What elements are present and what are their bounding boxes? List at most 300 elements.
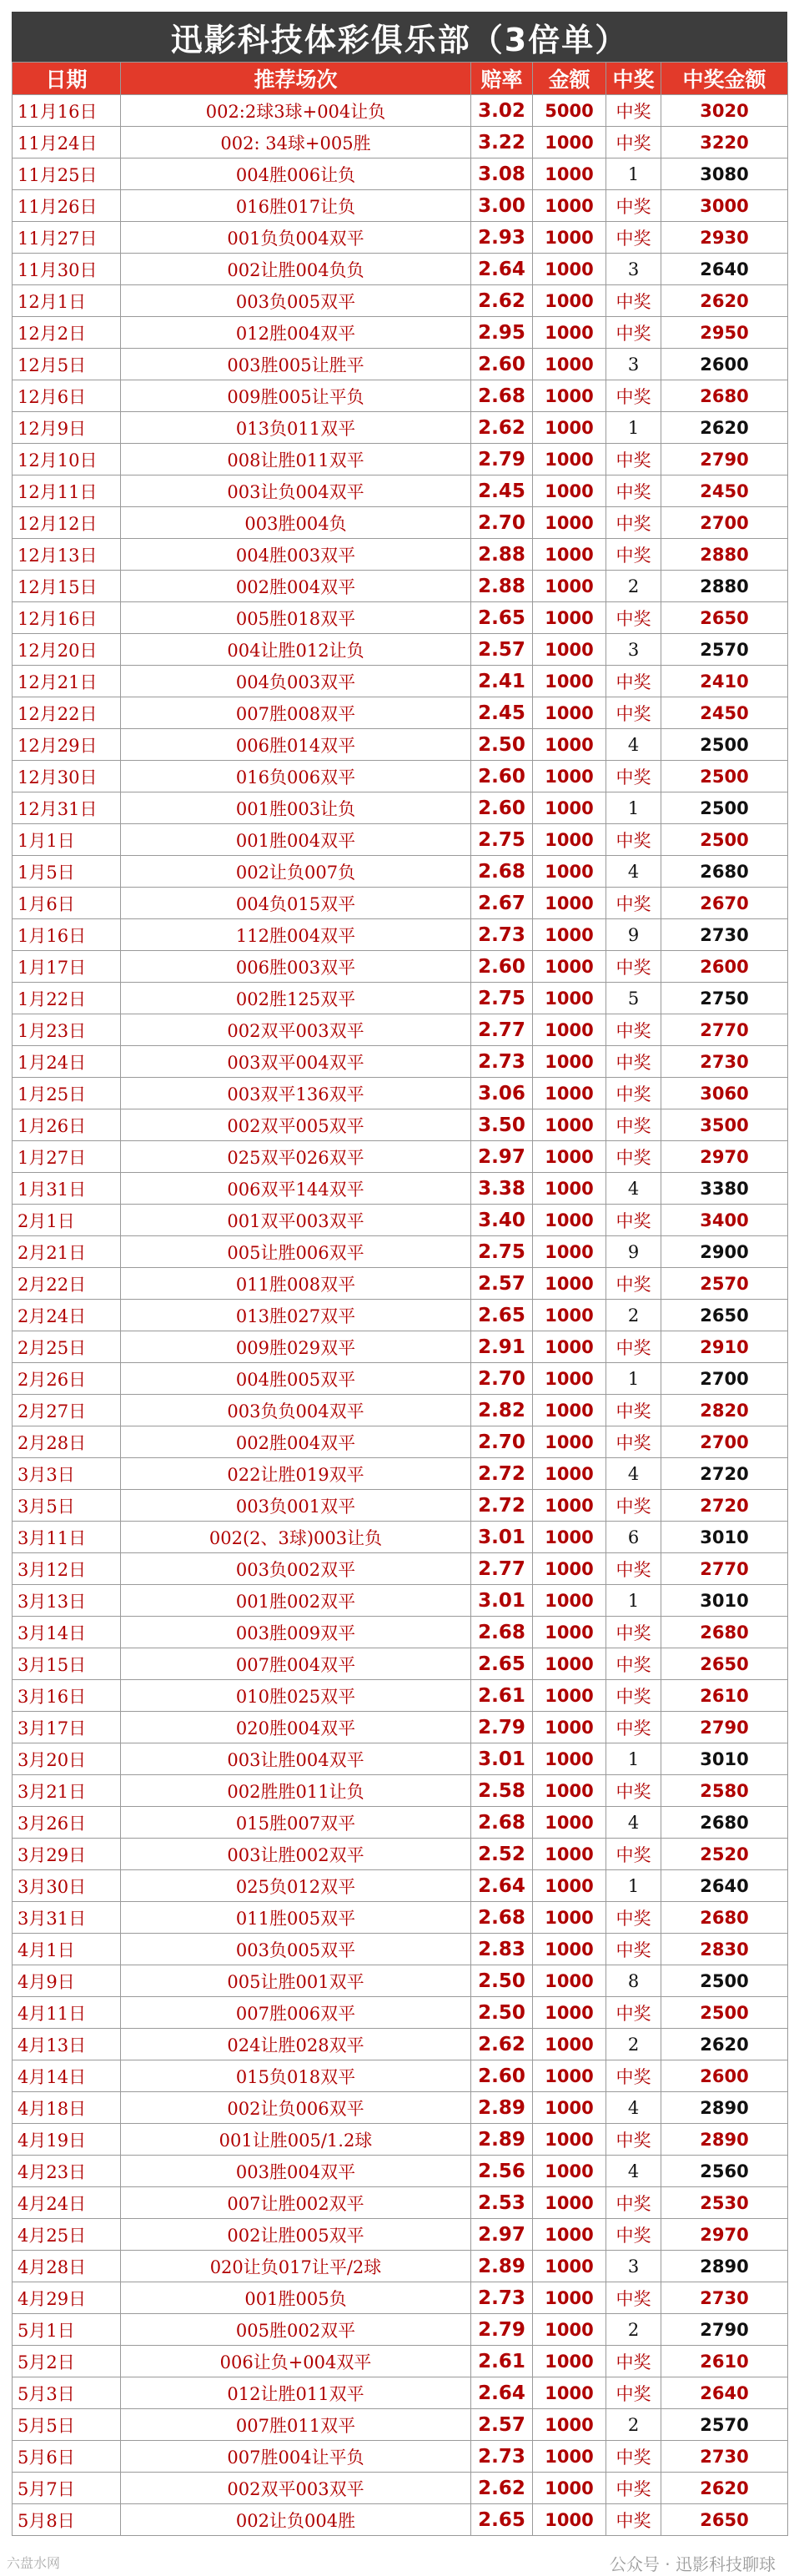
cell-payout: 2560	[661, 2156, 788, 2187]
cell-odds: 3.01	[471, 1522, 533, 1553]
cell-odds: 2.57	[471, 1268, 533, 1300]
cell-result: 中奖	[606, 222, 661, 254]
cell-result: 2	[606, 1300, 661, 1331]
cell-date: 12月30日	[13, 761, 121, 792]
cell-result: 9	[606, 919, 661, 951]
table-row	[13, 919, 788, 951]
table-row	[13, 1522, 788, 1553]
cell-payout: 2620	[661, 2473, 788, 2504]
cell-amount: 1000	[533, 158, 606, 190]
table-row	[13, 444, 788, 475]
table-row	[13, 1395, 788, 1426]
table-row	[13, 1712, 788, 1743]
cell-amount: 1000	[533, 285, 606, 317]
cell-date: 1月25日	[13, 1078, 121, 1109]
cell-result: 中奖	[606, 951, 661, 983]
cell-date: 2月26日	[13, 1363, 121, 1395]
cell-odds: 2.62	[471, 2029, 533, 2060]
cell-result: 4	[606, 1173, 661, 1205]
table-row	[13, 1997, 788, 2029]
cell-amount: 1000	[533, 317, 606, 349]
cell-payout: 2620	[661, 412, 788, 444]
cell-amount: 1000	[533, 919, 606, 951]
cell-date: 3月30日	[13, 1870, 121, 1902]
cell-result: 中奖	[606, 1648, 661, 1680]
table-row	[13, 1300, 788, 1331]
cell-date: 4月28日	[13, 2251, 121, 2282]
cell-payout: 2500	[661, 1965, 788, 1997]
cell-payout: 3010	[661, 1522, 788, 1553]
cell-odds: 3.40	[471, 1205, 533, 1236]
cell-odds: 3.08	[471, 158, 533, 190]
table-row	[13, 729, 788, 761]
cell-result: 中奖	[606, 1680, 661, 1712]
cell-date: 4月11日	[13, 1997, 121, 2029]
table-row	[13, 222, 788, 254]
cell-odds: 2.65	[471, 2504, 533, 2536]
cell-result: 中奖	[606, 2060, 661, 2092]
table-row	[13, 1648, 788, 1680]
cell-result: 中奖	[606, 602, 661, 634]
cell-amount: 1000	[533, 2377, 606, 2409]
cell-payout: 2570	[661, 634, 788, 666]
cell-match: 001让胜005/1.2球	[121, 2124, 471, 2156]
cell-result: 中奖	[606, 380, 661, 412]
cell-date: 4月1日	[13, 1934, 121, 1965]
cell-result: 中奖	[606, 2346, 661, 2377]
cell-match: 003双平136双平	[121, 1078, 471, 1109]
cell-odds: 2.82	[471, 1395, 533, 1426]
cell-result: 3	[606, 254, 661, 285]
cell-payout: 2520	[661, 1839, 788, 1870]
cell-amount: 1000	[533, 1712, 606, 1743]
cell-match: 002双平003双平	[121, 1014, 471, 1046]
table-row	[13, 127, 788, 158]
cell-date: 12月16日	[13, 602, 121, 634]
cell-payout: 2680	[661, 1617, 788, 1648]
cell-date: 5月2日	[13, 2346, 121, 2377]
cell-amount: 1000	[533, 444, 606, 475]
cell-odds: 2.61	[471, 1680, 533, 1712]
cell-amount: 1000	[533, 571, 606, 602]
cell-result: 2	[606, 571, 661, 602]
table-row	[13, 539, 788, 571]
cell-payout: 2950	[661, 317, 788, 349]
cell-amount: 1000	[533, 1363, 606, 1395]
cell-match: 005胜018双平	[121, 602, 471, 634]
table-row	[13, 2377, 788, 2409]
cell-odds: 2.73	[471, 1046, 533, 1078]
cell-match: 015胜007双平	[121, 1807, 471, 1839]
table-row	[13, 2156, 788, 2187]
cell-amount: 1000	[533, 2314, 606, 2346]
cell-amount: 1000	[533, 1680, 606, 1712]
cell-date: 4月18日	[13, 2092, 121, 2124]
cell-match: 007胜008双平	[121, 697, 471, 729]
cell-odds: 2.62	[471, 2473, 533, 2504]
table-row	[13, 888, 788, 919]
table-row	[13, 412, 788, 444]
table-row	[13, 190, 788, 222]
cell-match: 020胜004双平	[121, 1712, 471, 1743]
cell-odds: 2.45	[471, 475, 533, 507]
table-row	[13, 1458, 788, 1490]
cell-date: 2月25日	[13, 1331, 121, 1363]
cell-date: 2月27日	[13, 1395, 121, 1426]
cell-result: 中奖	[606, 1490, 661, 1522]
cell-amount: 1000	[533, 2441, 606, 2473]
cell-odds: 2.68	[471, 1617, 533, 1648]
cell-amount: 1000	[533, 983, 606, 1014]
table-row	[13, 1807, 788, 1839]
cell-result: 中奖	[606, 190, 661, 222]
cell-date: 1月16日	[13, 919, 121, 951]
column-header-amount: 金额	[533, 63, 606, 95]
table-row	[13, 1205, 788, 1236]
cell-date: 3月15日	[13, 1648, 121, 1680]
cell-result: 1	[606, 1870, 661, 1902]
cell-odds: 2.91	[471, 1331, 533, 1363]
table-row	[13, 634, 788, 666]
cell-match: 112胜004双平	[121, 919, 471, 951]
cell-result: 1	[606, 792, 661, 824]
cell-result: 中奖	[606, 1839, 661, 1870]
cell-result: 中奖	[606, 2377, 661, 2409]
cell-date: 11月30日	[13, 254, 121, 285]
cell-match: 003胜009双平	[121, 1617, 471, 1648]
cell-payout: 3400	[661, 1205, 788, 1236]
cell-result: 中奖	[606, 2473, 661, 2504]
cell-odds: 2.57	[471, 634, 533, 666]
cell-odds: 2.75	[471, 983, 533, 1014]
cell-date: 1月17日	[13, 951, 121, 983]
cell-date: 12月5日	[13, 349, 121, 380]
cell-payout: 2730	[661, 2282, 788, 2314]
cell-odds: 2.56	[471, 2156, 533, 2187]
cell-odds: 2.72	[471, 1458, 533, 1490]
cell-odds: 3.01	[471, 1585, 533, 1617]
cell-date: 12月6日	[13, 380, 121, 412]
table-row	[13, 571, 788, 602]
cell-date: 12月21日	[13, 666, 121, 697]
cell-result: 中奖	[606, 1109, 661, 1141]
cell-amount: 1000	[533, 1585, 606, 1617]
cell-amount: 1000	[533, 349, 606, 380]
table-row	[13, 1743, 788, 1775]
cell-odds: 2.50	[471, 1965, 533, 1997]
cell-odds: 2.68	[471, 1902, 533, 1934]
cell-odds: 2.97	[471, 1141, 533, 1173]
cell-payout: 3010	[661, 1743, 788, 1775]
watermark-right: 公众号 · 迅影科技聊球	[609, 2554, 776, 2574]
cell-match: 025双平026双平	[121, 1141, 471, 1173]
cell-payout: 2600	[661, 2060, 788, 2092]
cell-result: 中奖	[606, 1775, 661, 1807]
table-row	[13, 1870, 788, 1902]
cell-amount: 1000	[533, 1997, 606, 2029]
cell-result: 中奖	[606, 1426, 661, 1458]
cell-amount: 1000	[533, 1553, 606, 1585]
cell-date: 5月3日	[13, 2377, 121, 2409]
cell-date: 2月21日	[13, 1236, 121, 1268]
table-row	[13, 1141, 788, 1173]
cell-match: 010胜025双平	[121, 1680, 471, 1712]
cell-odds: 3.22	[471, 127, 533, 158]
cell-match: 006胜003双平	[121, 951, 471, 983]
table-row	[13, 1014, 788, 1046]
cell-result: 2	[606, 2409, 661, 2441]
cell-result: 中奖	[606, 444, 661, 475]
cell-odds: 2.62	[471, 285, 533, 317]
table-row	[13, 317, 788, 349]
cell-date: 12月22日	[13, 697, 121, 729]
table-row	[13, 1680, 788, 1712]
cell-amount: 1000	[533, 1395, 606, 1426]
cell-match: 002(2、3球)003让负	[121, 1522, 471, 1553]
cell-payout: 2730	[661, 2441, 788, 2473]
cell-date: 5月1日	[13, 2314, 121, 2346]
cell-amount: 1000	[533, 856, 606, 888]
cell-date: 4月29日	[13, 2282, 121, 2314]
cell-amount: 1000	[533, 1426, 606, 1458]
cell-amount: 1000	[533, 1046, 606, 1078]
cell-match: 013负011双平	[121, 412, 471, 444]
cell-amount: 1000	[533, 539, 606, 571]
table-row	[13, 2029, 788, 2060]
cell-payout: 3080	[661, 158, 788, 190]
cell-amount: 1000	[533, 1141, 606, 1173]
cell-amount: 1000	[533, 2504, 606, 2536]
cell-date: 2月1日	[13, 1205, 121, 1236]
cell-odds: 2.88	[471, 571, 533, 602]
cell-odds: 2.68	[471, 380, 533, 412]
cell-date: 1月1日	[13, 824, 121, 856]
table-row	[13, 2219, 788, 2251]
cell-result: 4	[606, 2156, 661, 2187]
cell-match: 011胜008双平	[121, 1268, 471, 1300]
cell-payout: 2500	[661, 792, 788, 824]
cell-payout: 2570	[661, 1268, 788, 1300]
cell-payout: 2720	[661, 1490, 788, 1522]
table-row	[13, 2504, 788, 2536]
cell-payout: 2650	[661, 2504, 788, 2536]
cell-amount: 1000	[533, 1173, 606, 1205]
cell-amount: 1000	[533, 254, 606, 285]
cell-date: 12月1日	[13, 285, 121, 317]
cell-match: 015负018双平	[121, 2060, 471, 2092]
cell-odds: 2.68	[471, 1807, 533, 1839]
cell-amount: 1000	[533, 2473, 606, 2504]
cell-date: 11月16日	[13, 95, 121, 127]
cell-date: 11月24日	[13, 127, 121, 158]
column-header-date: 日期	[13, 63, 121, 95]
cell-date: 4月19日	[13, 2124, 121, 2156]
cell-amount: 1000	[533, 1490, 606, 1522]
table-row	[13, 1585, 788, 1617]
cell-amount: 1000	[533, 1839, 606, 1870]
cell-payout: 2790	[661, 1712, 788, 1743]
cell-amount: 1000	[533, 190, 606, 222]
cell-result: 中奖	[606, 507, 661, 539]
cell-result: 中奖	[606, 1934, 661, 1965]
cell-amount: 1000	[533, 1458, 606, 1490]
cell-result: 4	[606, 729, 661, 761]
cell-payout: 2900	[661, 1236, 788, 1268]
cell-result: 中奖	[606, 317, 661, 349]
cell-date: 4月9日	[13, 1965, 121, 1997]
cell-payout: 2680	[661, 856, 788, 888]
table-row	[13, 1268, 788, 1300]
cell-payout: 2500	[661, 1997, 788, 2029]
table-row	[13, 856, 788, 888]
cell-amount: 1000	[533, 2346, 606, 2377]
table-row	[13, 2441, 788, 2473]
cell-date: 12月12日	[13, 507, 121, 539]
cell-odds: 3.00	[471, 190, 533, 222]
cell-amount: 1000	[533, 1078, 606, 1109]
cell-date: 4月23日	[13, 2156, 121, 2187]
cell-result: 中奖	[606, 1205, 661, 1236]
cell-payout: 2530	[661, 2187, 788, 2219]
cell-date: 5月8日	[13, 2504, 121, 2536]
cell-odds: 2.79	[471, 2314, 533, 2346]
cell-payout: 2790	[661, 2314, 788, 2346]
cell-payout: 2450	[661, 475, 788, 507]
cell-date: 3月13日	[13, 1585, 121, 1617]
column-header-payout: 中奖金额	[661, 63, 788, 95]
cell-amount: 1000	[533, 1743, 606, 1775]
cell-date: 12月20日	[13, 634, 121, 666]
cell-match: 013胜027双平	[121, 1300, 471, 1331]
table-row	[13, 475, 788, 507]
table-row	[13, 824, 788, 856]
cell-odds: 2.52	[471, 1839, 533, 1870]
cell-date: 3月31日	[13, 1902, 121, 1934]
cell-match: 009胜029双平	[121, 1331, 471, 1363]
cell-odds: 2.68	[471, 856, 533, 888]
cell-date: 3月12日	[13, 1553, 121, 1585]
cell-amount: 1000	[533, 761, 606, 792]
cell-result: 3	[606, 2251, 661, 2282]
cell-result: 1	[606, 1363, 661, 1395]
cell-date: 1月6日	[13, 888, 121, 919]
table-row	[13, 2187, 788, 2219]
cell-payout: 2620	[661, 285, 788, 317]
cell-date: 1月22日	[13, 983, 121, 1014]
cell-match: 003让胜004双平	[121, 1743, 471, 1775]
cell-odds: 2.70	[471, 1426, 533, 1458]
cell-payout: 3020	[661, 95, 788, 127]
cell-odds: 2.70	[471, 507, 533, 539]
cell-match: 008让胜011双平	[121, 444, 471, 475]
cell-amount: 1000	[533, 1965, 606, 1997]
cell-payout: 2830	[661, 1934, 788, 1965]
cell-amount: 1000	[533, 507, 606, 539]
cell-payout: 2930	[661, 222, 788, 254]
cell-amount: 1000	[533, 2092, 606, 2124]
cell-amount: 1000	[533, 2156, 606, 2187]
cell-match: 003负负004双平	[121, 1395, 471, 1426]
cell-match: 006双平144双平	[121, 1173, 471, 1205]
cell-amount: 1000	[533, 1934, 606, 1965]
cell-date: 12月15日	[13, 571, 121, 602]
cell-result: 中奖	[606, 2124, 661, 2156]
cell-payout: 3380	[661, 1173, 788, 1205]
cell-payout: 2570	[661, 2409, 788, 2441]
cell-payout: 2580	[661, 1775, 788, 1807]
cell-match: 002让胜004负负	[121, 254, 471, 285]
column-header-odds: 赔率	[471, 63, 533, 95]
cell-date: 5月7日	[13, 2473, 121, 2504]
cell-date: 2月22日	[13, 1268, 121, 1300]
cell-match: 007胜004让平负	[121, 2441, 471, 2473]
cell-result: 中奖	[606, 1395, 661, 1426]
cell-amount: 1000	[533, 792, 606, 824]
cell-odds: 2.79	[471, 444, 533, 475]
cell-odds: 2.67	[471, 888, 533, 919]
table-row	[13, 158, 788, 190]
cell-odds: 2.58	[471, 1775, 533, 1807]
cell-match: 001胜005负	[121, 2282, 471, 2314]
table-row	[13, 1934, 788, 1965]
cell-amount: 1000	[533, 1902, 606, 1934]
cell-amount: 1000	[533, 380, 606, 412]
table-row	[13, 697, 788, 729]
table-row	[13, 602, 788, 634]
cell-match: 007胜006双平	[121, 1997, 471, 2029]
cell-result: 中奖	[606, 2441, 661, 2473]
cell-result: 中奖	[606, 127, 661, 158]
cell-date: 3月26日	[13, 1807, 121, 1839]
cell-result: 中奖	[606, 761, 661, 792]
cell-date: 11月27日	[13, 222, 121, 254]
cell-result: 中奖	[606, 1553, 661, 1585]
results-sheet	[12, 12, 787, 2536]
cell-odds: 2.65	[471, 1300, 533, 1331]
table-row	[13, 349, 788, 380]
table-row	[13, 1617, 788, 1648]
cell-match: 003负005双平	[121, 1934, 471, 1965]
cell-result: 中奖	[606, 1078, 661, 1109]
cell-date: 5月6日	[13, 2441, 121, 2473]
cell-payout: 2970	[661, 2219, 788, 2251]
table-row	[13, 1078, 788, 1109]
cell-match: 002让负006双平	[121, 2092, 471, 2124]
cell-amount: 1000	[533, 2187, 606, 2219]
cell-match: 004胜006让负	[121, 158, 471, 190]
cell-date: 12月2日	[13, 317, 121, 349]
cell-match: 001负负004双平	[121, 222, 471, 254]
cell-match: 009胜005让平负	[121, 380, 471, 412]
cell-match: 004胜005双平	[121, 1363, 471, 1395]
cell-result: 中奖	[606, 2504, 661, 2536]
cell-date: 3月14日	[13, 1617, 121, 1648]
cell-result: 1	[606, 1743, 661, 1775]
cell-amount: 1000	[533, 2124, 606, 2156]
cell-date: 12月9日	[13, 412, 121, 444]
cell-date: 1月24日	[13, 1046, 121, 1078]
cell-amount: 1000	[533, 602, 606, 634]
footer	[0, 2548, 799, 2576]
cell-payout: 2750	[661, 983, 788, 1014]
cell-match: 002:2球3球+004让负	[121, 95, 471, 127]
table-row	[13, 2314, 788, 2346]
cell-payout: 2500	[661, 761, 788, 792]
cell-match: 002胜004双平	[121, 571, 471, 602]
cell-match: 022让胜019双平	[121, 1458, 471, 1490]
table-row	[13, 2060, 788, 2092]
cell-odds: 2.77	[471, 1014, 533, 1046]
